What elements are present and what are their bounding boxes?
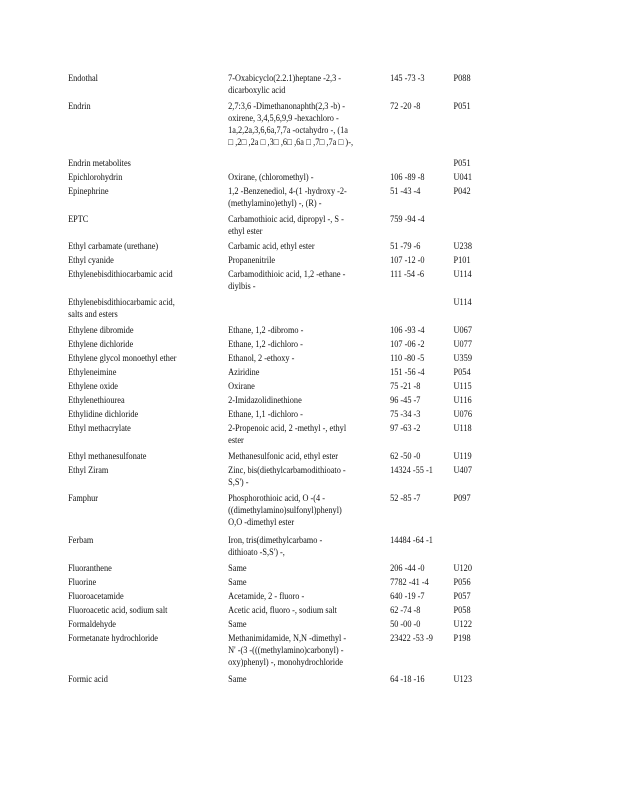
substance-name: Formetanate hydrochloride — [68, 633, 158, 643]
substance-name: Famphur — [68, 493, 98, 503]
waste-code: P088 — [453, 73, 471, 83]
chemical-name: Oxirane, (chloromethyl) - — [228, 172, 314, 182]
substance-name: Ethyleneimine — [68, 367, 117, 377]
substance-name: Ethylene oxide — [68, 381, 118, 391]
substance-name: Ethylenethiourea — [68, 395, 125, 405]
substance-name: Ethyl methanesulfonate — [68, 451, 147, 461]
chemical-name: Zinc, bis(diethylcarbamodithioato - S,S') - — [228, 465, 346, 487]
cas-number: 111 -54 -6 — [390, 269, 424, 279]
chemical-name: Phosphorothioic acid, O -(4 - ((dimethylamino)sulfonyl)phenyl) O,O -dimethyl ester — [228, 493, 342, 527]
waste-code: U077 — [453, 339, 472, 349]
substance-name: Fluoroacetic acid, sodium salt — [68, 605, 168, 615]
cas-number: 14484 -64 -1 — [390, 535, 433, 545]
substance-name: Ethylene glycol monoethyl ether — [68, 353, 177, 363]
cas-number: 107 -06 -2 — [390, 339, 425, 349]
waste-code: U067 — [453, 325, 472, 335]
cas-number: 75 -21 -8 — [390, 381, 421, 391]
waste-code: U238 — [453, 241, 472, 251]
substance-name: Ethyl cyanide — [68, 255, 114, 265]
cas-number: 14324 -55 -1 — [390, 465, 433, 475]
cas-number: 7782 -41 -4 — [390, 577, 429, 587]
cas-number: 62 -74 -8 — [390, 605, 421, 615]
cas-number: 107 -12 -0 — [390, 255, 425, 265]
waste-code: U115 — [453, 381, 472, 391]
substance-name: Formaldehyde — [68, 619, 116, 629]
chemical-name: Carbamodithioic acid, 1,2 -ethane - diylbis - — [228, 269, 346, 291]
cas-number: 51 -43 -4 — [390, 186, 421, 196]
cas-number: 75 -34 -3 — [390, 409, 421, 419]
cas-number: 640 -19 -7 — [390, 591, 425, 601]
substance-name: Epinephrine — [68, 186, 109, 196]
chemical-name: Aziridine — [228, 367, 260, 377]
chemical-name: Methanesulfonic acid, ethyl ester — [228, 451, 339, 461]
substance-name: Ethyl Ziram — [68, 465, 109, 475]
chemical-name: 1,2 -Benzenediol, 4-(1 -hydroxy -2- (methylamino)ethyl) -, (R) - — [228, 186, 347, 208]
chemical-name: Same — [228, 619, 247, 629]
substance-name: EPTC — [68, 214, 89, 224]
cas-number: 72 -20 -8 — [390, 101, 421, 111]
chemical-name: Same — [228, 674, 247, 684]
chemical-name: 2,7:3,6 -Dimethanonaphth(2,3 -b) - oxirene, 3,4,5,6,9,9 -hexachloro - 1a,2,2a,3,6,6a,7,7a -octahydro -, (1a □ ,2□ ,2a □ ,3□ ,6□ ,6a □ ,7□ ,7a □ )-, — [228, 101, 354, 147]
chemical-name: 2-Imidazolidinethione — [228, 395, 302, 405]
substance-name: Ethylene dichloride — [68, 339, 134, 349]
chemical-name: Same — [228, 577, 247, 587]
waste-code: U076 — [453, 409, 472, 419]
cas-number: 759 -94 -4 — [390, 214, 425, 224]
cas-number: 145 -73 -3 — [390, 73, 425, 83]
substance-name: Ethylenebisdithiocarbamic acid, salts and esters — [68, 297, 175, 319]
waste-code: U114 — [453, 269, 472, 279]
waste-code: U116 — [453, 395, 472, 405]
substance-name: Ethyl carbamate (urethane) — [68, 241, 159, 251]
waste-code: P051 — [453, 101, 471, 111]
chemical-name: 2-Propenoic acid, 2 -methyl -, ethyl ester — [228, 423, 347, 445]
substance-name: Fluorine — [68, 577, 97, 587]
cas-number: 106 -93 -4 — [390, 325, 425, 335]
chemical-name: Iron, tris(dimethylcarbamo - dithioato -S,S') -, — [228, 535, 323, 557]
cas-number: 62 -50 -0 — [390, 451, 421, 461]
chemical-name: Acetic acid, fluoro -, sodium salt — [228, 605, 337, 615]
substance-name: Ethylidine dichloride — [68, 409, 139, 419]
waste-code: U123 — [453, 674, 472, 684]
substance-name: Endrin — [68, 101, 91, 111]
chemical-name: Ethane, 1,1 -dichloro - — [228, 409, 303, 419]
substance-name: Epichlorohydrin — [68, 172, 123, 182]
cas-number: 206 -44 -0 — [390, 563, 425, 573]
substance-name: Endothal — [68, 73, 98, 83]
waste-code: P056 — [453, 577, 471, 587]
waste-code: P058 — [453, 605, 471, 615]
waste-code: U122 — [453, 619, 472, 629]
waste-code: U119 — [453, 451, 472, 461]
waste-code: P198 — [453, 633, 471, 643]
chemical-name: Same — [228, 563, 247, 573]
waste-code: U120 — [453, 563, 472, 573]
chemical-name: Ethane, 1,2 -dibromo - — [228, 325, 304, 335]
substance-name: Ethylene dibromide — [68, 325, 134, 335]
cas-number: 110 -80 -5 — [390, 353, 425, 363]
cas-number: 151 -56 -4 — [390, 367, 425, 377]
cas-number: 96 -45 -7 — [390, 395, 421, 405]
chemical-name: Carbamic acid, ethyl ester — [228, 241, 315, 251]
substance-name: Ethylenebisdithiocarbamic acid — [68, 269, 173, 279]
waste-code: U407 — [453, 465, 472, 475]
substance-name: Endrin metabolites — [68, 158, 131, 168]
waste-code: P057 — [453, 591, 471, 601]
waste-code: U114 — [453, 297, 472, 307]
waste-code: P101 — [453, 255, 471, 265]
chemical-name: 7-Oxabicyclo(2.2.1)heptane -2,3 - dicarboxylic acid — [228, 73, 342, 95]
chemical-name: Carbamothioic acid, dipropyl -, S - ethyl ester — [228, 214, 344, 236]
cas-number: 64 -18 -16 — [390, 674, 425, 684]
chemical-name: Ethane, 1,2 -dichloro - — [228, 339, 303, 349]
cas-number: 106 -89 -8 — [390, 172, 425, 182]
substance-name: Formic acid — [68, 674, 108, 684]
cas-number: 23422 -53 -9 — [390, 633, 433, 643]
waste-code: P097 — [453, 493, 471, 503]
waste-code: P042 — [453, 186, 471, 196]
substance-name: Fluoranthene — [68, 563, 112, 573]
waste-code: P054 — [453, 367, 471, 377]
substance-name: Fluoroacetamide — [68, 591, 124, 601]
chemical-name: Ethanol, 2 -ethoxy - — [228, 353, 295, 363]
cas-number: 52 -85 -7 — [390, 493, 421, 503]
chemical-name: Propanenitrile — [228, 255, 276, 265]
cas-number: 50 -00 -0 — [390, 619, 421, 629]
chemical-name: Oxirane — [228, 381, 255, 391]
waste-code: U118 — [453, 423, 472, 433]
waste-code: U041 — [453, 172, 472, 182]
chemical-name: Acetamide, 2 - fluoro - — [228, 591, 305, 601]
cas-number: 97 -63 -2 — [390, 423, 421, 433]
chemical-name: Methanimidamide, N,N -dimethyl - N' -(3 -(((methylamino)carbonyl) - oxy)phenyl) -, monohydrochloride — [228, 633, 347, 667]
substance-name: Ferbam — [68, 535, 94, 545]
substance-name: Ethyl methacrylate — [68, 423, 131, 433]
waste-code: U359 — [453, 353, 472, 363]
waste-code: P051 — [453, 158, 471, 168]
cas-number: 51 -79 -6 — [390, 241, 421, 251]
